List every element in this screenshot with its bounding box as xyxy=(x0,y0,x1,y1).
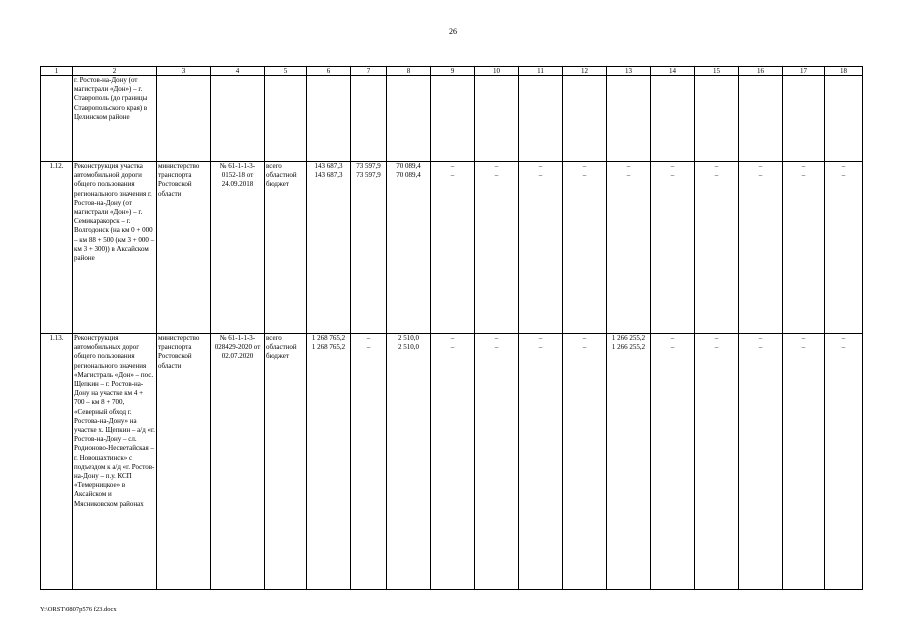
header-col-14: 14 xyxy=(651,67,695,76)
funding-source xyxy=(265,76,307,162)
header-col-13: 13 xyxy=(607,67,651,76)
value-col-11 xyxy=(519,76,563,162)
value-col-8 xyxy=(387,162,431,334)
table-row xyxy=(41,334,863,590)
value-col-6-line-2: 1 268 765,2 xyxy=(311,343,346,352)
value-col-8 xyxy=(387,76,431,162)
header-col-18: 18 xyxy=(825,67,863,76)
value-col-18-line-1: – xyxy=(841,334,846,342)
data-table xyxy=(40,66,863,590)
value-col-13-line-2: – xyxy=(626,171,631,180)
value-col-17 xyxy=(783,334,825,590)
funding-source xyxy=(265,334,307,590)
value-col-14-line-1: – xyxy=(670,334,675,342)
value-col-17 xyxy=(783,76,825,162)
value-col-10 xyxy=(475,334,519,590)
value-col-6 xyxy=(307,334,351,590)
header-col-7: 7 xyxy=(351,67,387,76)
value-col-8 xyxy=(387,334,431,590)
value-col-13 xyxy=(607,162,651,334)
value-col-10-line-2: – xyxy=(494,171,499,180)
value-col-7-line-1: – xyxy=(366,334,371,342)
row-number xyxy=(41,76,73,162)
executor xyxy=(157,76,211,162)
value-col-7 xyxy=(351,76,387,162)
value-col-15 xyxy=(695,76,739,162)
header-col-9: 9 xyxy=(431,67,475,76)
header-row xyxy=(41,67,863,76)
header-col-4: 4 xyxy=(211,67,265,76)
header-col-11: 11 xyxy=(519,67,563,76)
value-col-7 xyxy=(351,162,387,334)
value-col-17-line-1: – xyxy=(801,162,806,170)
approval-document: № 61-1-1-3-0152-18 от 24.09.2018 xyxy=(211,162,265,334)
executor: министерство транспорта Ростовской области xyxy=(157,334,211,590)
page-number: 26 xyxy=(449,27,457,36)
funding-source xyxy=(265,162,307,334)
object-name: г. Ростов-на-Дону (от магистрали «Дон») – г. Ставрополь (до границы Ставропольского края) в Целинском районе xyxy=(73,76,157,162)
value-col-15 xyxy=(695,162,739,334)
value-col-18 xyxy=(825,76,863,162)
header-col-12: 12 xyxy=(563,67,607,76)
value-col-8-line-1: 2 510,0 xyxy=(398,334,419,342)
header-col-17: 17 xyxy=(783,67,825,76)
value-col-10-line-1: – xyxy=(494,334,499,342)
value-col-16-line-2: – xyxy=(758,171,763,180)
table-row xyxy=(41,76,863,162)
value-col-16 xyxy=(739,76,783,162)
value-col-15 xyxy=(695,334,739,590)
value-col-9-line-2: – xyxy=(450,343,455,352)
value-col-12 xyxy=(563,162,607,334)
value-col-16 xyxy=(739,162,783,334)
header-col-1: 1 xyxy=(41,67,73,76)
value-col-12-line-1: – xyxy=(582,162,587,170)
funding-source-line-1: всего xyxy=(266,162,282,170)
row-number: 1.12. xyxy=(41,162,73,334)
value-col-18 xyxy=(825,334,863,590)
table-row xyxy=(41,162,863,334)
value-col-13-line-1: 1 266 255,2 xyxy=(611,334,646,342)
header-col-6: 6 xyxy=(307,67,351,76)
header-col-8: 8 xyxy=(387,67,431,76)
value-col-17-line-2: – xyxy=(801,171,806,180)
value-col-12 xyxy=(563,334,607,590)
value-col-7-line-2: – xyxy=(366,343,371,352)
header-col-15: 15 xyxy=(695,67,739,76)
row-number: 1.13. xyxy=(41,334,73,590)
value-col-18-line-1: – xyxy=(841,162,846,170)
executor: министерство транспорта Ростовской области xyxy=(157,162,211,334)
object-name: Реконструкция участка автомобильной дороги общего пользования регионального значения г. Ростов-на-Дону (от магистрали «Дон») – г. Семикаракорск – г. Волгодонск (на км 0 + 000 – км 88 + 500 (км 3 + 000 – км 3 + 300)) в Аксайском районе xyxy=(73,162,157,334)
value-col-17 xyxy=(783,162,825,334)
value-col-11 xyxy=(519,334,563,590)
value-col-11-line-2: – xyxy=(538,171,543,180)
value-col-14-line-2: – xyxy=(670,343,675,352)
value-col-8-line-2: 70 089,4 xyxy=(396,171,421,180)
value-col-14-line-1: – xyxy=(670,162,675,170)
value-col-13-line-2: 1 266 255,2 xyxy=(611,343,646,352)
value-col-9-line-1: – xyxy=(450,334,455,342)
funding-source-line-2: областной бюджет xyxy=(266,171,297,189)
approval-document xyxy=(211,76,265,162)
file-path-footer: Y:\ORST\0807p576 f23.docx xyxy=(40,606,117,613)
value-col-6 xyxy=(307,76,351,162)
value-col-16-line-2: – xyxy=(758,343,763,352)
value-col-7-line-2: 73 597,9 xyxy=(356,171,381,180)
value-col-6-line-1: 1 268 765,2 xyxy=(311,334,346,342)
value-col-13-line-1: – xyxy=(626,162,631,170)
approval-document: № 61-1-1-3-028429-2020 от 02.07.2020 xyxy=(211,334,265,590)
value-col-9 xyxy=(431,76,475,162)
header-col-5: 5 xyxy=(265,67,307,76)
value-col-8-line-2: 2 510,0 xyxy=(398,343,419,352)
value-col-9 xyxy=(431,162,475,334)
object-name: Реконструкция автомобильных дорог общего пользования регионального значения «Магистраль «Дон» – пос. Щепкин – г. Ростов-на-Дону на участке км 4 + 700 – км 8 + 700, «Северный обход г. Ростова-на-Дону» на участке х. Щепкин – а/д «г. Ростов-на-Дону – сл. Родионово-Несветайская – г. Новошахтинск» с подъездом к а/д «г. Ростов-на-Дону – п.у. КСП «Темерницкое» в Аксайском и Мясниковском районах xyxy=(73,334,157,590)
funding-source-line-2: областной бюджет xyxy=(266,343,297,361)
value-col-6-line-1: 143 687,3 xyxy=(314,162,343,170)
value-col-15-line-1: – xyxy=(714,162,719,170)
value-col-12 xyxy=(563,76,607,162)
value-col-14 xyxy=(651,76,695,162)
value-col-16-line-1: – xyxy=(758,162,763,170)
value-col-10-line-1: – xyxy=(494,162,499,170)
value-col-6-line-2: 143 687,3 xyxy=(314,171,343,180)
header-col-16: 16 xyxy=(739,67,783,76)
header-col-2: 2 xyxy=(73,67,157,76)
value-col-15-line-2: – xyxy=(714,171,719,180)
value-col-7-line-1: 73 597,9 xyxy=(356,162,381,170)
value-col-7 xyxy=(351,334,387,590)
value-col-16 xyxy=(739,334,783,590)
value-col-14 xyxy=(651,334,695,590)
value-col-11 xyxy=(519,162,563,334)
value-col-11-line-1: – xyxy=(538,162,543,170)
value-col-12-line-1: – xyxy=(582,334,587,342)
value-col-10-line-2: – xyxy=(494,343,499,352)
value-col-12-line-2: – xyxy=(582,343,587,352)
value-col-11-line-1: – xyxy=(538,334,543,342)
header-col-10: 10 xyxy=(475,67,519,76)
value-col-15-line-1: – xyxy=(714,334,719,342)
value-col-8-line-1: 70 089,4 xyxy=(396,162,421,170)
value-col-14-line-2: – xyxy=(670,171,675,180)
value-col-17-line-2: – xyxy=(801,343,806,352)
header-col-3: 3 xyxy=(157,67,211,76)
funding-source-line-1: всего xyxy=(266,334,282,342)
value-col-16-line-1: – xyxy=(758,334,763,342)
value-col-13 xyxy=(607,76,651,162)
value-col-11-line-2: – xyxy=(538,343,543,352)
value-col-12-line-2: – xyxy=(582,171,587,180)
value-col-17-line-1: – xyxy=(801,334,806,342)
value-col-18 xyxy=(825,162,863,334)
value-col-9-line-1: – xyxy=(450,162,455,170)
value-col-14 xyxy=(651,162,695,334)
value-col-13 xyxy=(607,334,651,590)
value-col-18-line-2: – xyxy=(841,343,846,352)
value-col-10 xyxy=(475,76,519,162)
value-col-6 xyxy=(307,162,351,334)
value-col-18-line-2: – xyxy=(841,171,846,180)
value-col-9 xyxy=(431,334,475,590)
value-col-10 xyxy=(475,162,519,334)
value-col-9-line-2: – xyxy=(450,171,455,180)
value-col-15-line-2: – xyxy=(714,343,719,352)
